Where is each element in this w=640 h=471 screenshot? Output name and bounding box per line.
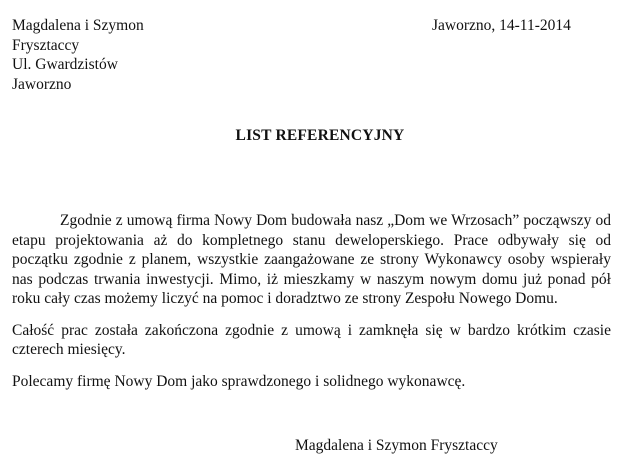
body-paragraph-3: Polecamy firmę Nowy Dom jako sprawdzonego i solidnego wykonawcę.	[12, 372, 466, 390]
letter-body	[12, 211, 611, 403]
place-and-date: Jaworzno, 14-11-2014	[432, 17, 571, 34]
sender-street-line: Ul. Gwardzistów	[12, 56, 118, 73]
sender-name-line: Magdalena i Szymon	[12, 17, 144, 34]
body-paragraph-2: Całość prac została zakończona zgodnie z umową i zamknęła się w bardzo krótkim czasie czterech miesięcy.	[12, 321, 611, 358]
sender-city-line: Jaworzno	[12, 75, 72, 93]
sender-surname-line: Frysztaccy	[12, 36, 80, 54]
body-paragraph-1: Zgodnie z umową firma Nowy Dom budowała nasz „Dom we Wrzosach” począwszy od etapu projektowania aż do kompletnego stanu deweloperskiego. Prace odbywały się od początku zgodnie z planem, wszystkie zaangażowane ze strony Wykonawcy osoby wspierały nas podczas trwania inwestycji. Mimo, iż mieszkamy w naszym nowym domu już ponad pół roku cały czas możemy liczyć na pomoc i doradztwo ze strony Zespołu Nowego Domu.	[12, 212, 611, 307]
signature: Magdalena i Szymon Frysztaccy	[295, 437, 498, 454]
document-title: LIST REFERENCYJNY	[235, 127, 405, 144]
sender-address	[12, 16, 144, 94]
